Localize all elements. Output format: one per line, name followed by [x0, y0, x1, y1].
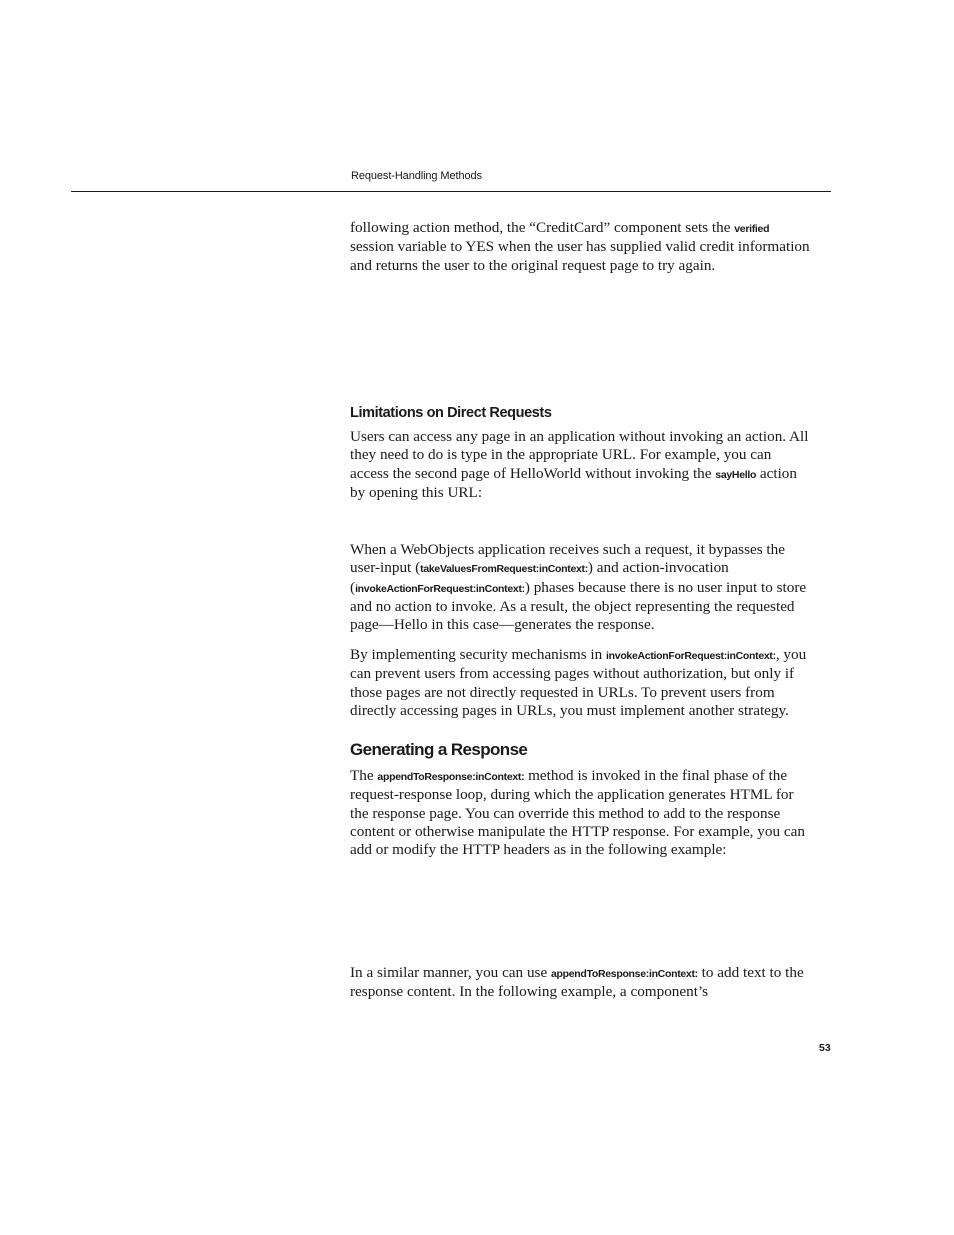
limitations-paragraph-2 — [350, 541, 812, 634]
code-invokeaction-2: invokeActionForRequest:inContext: — [606, 650, 776, 662]
header-rule — [71, 191, 831, 192]
limitations-paragraph-3 — [350, 646, 812, 720]
running-header: Request-Handling Methods — [351, 170, 482, 182]
intro-text-2: session variable to YES when the user has supplied valid credit information and returns the user to the original request page to try again. — [350, 238, 810, 274]
generating-paragraph-1 — [350, 767, 812, 859]
lim-p2-text-3: ) phases because there is no user input to store and no action to invoke. As a result, the object representing the requested page—Hello in this case—generates the response. — [350, 578, 807, 634]
code-sayhello: sayHello — [715, 468, 757, 481]
limitations-heading: Limitations on Direct Requests — [350, 405, 552, 421]
lim-p2-text-1: When a WebObjects application receives such a request, it bypasses the user-input ( — [350, 541, 785, 577]
lim-p1-text-1: Users can access any page in an application without invoking an action. All they need to do is type in the appropriate URL. For example, you can access the second page of HelloWorld without invoking the — [350, 428, 809, 482]
code-verified: verified — [734, 223, 770, 235]
gen-p2-text-2: to add text to the response content. In the following example, a component’s — [350, 964, 804, 1001]
lim-p1-text-2: action by opening this URL: — [350, 464, 797, 501]
code-takevalues: takeValuesFromRequest:inContext: — [420, 563, 588, 576]
intro-paragraph — [350, 219, 812, 275]
intro-text-1: following action method, the “CreditCard” component sets the — [350, 219, 735, 236]
code-invokeaction: invokeActionForRequest:inContext: — [355, 582, 525, 595]
gen-p1-text-2: method is invoked in the final phase of the request-response loop, during which the application generates HTML for the response page. You can override this method to add to the response content or otherwise manipulate the HTTP response. For example, you can add or modify the HTTP headers as in the following example: — [350, 767, 805, 859]
limitations-paragraph-1 — [350, 428, 812, 502]
lim-p3-text-2: , you can prevent users from accessing pages without authorization, but only if those pages are not directly requested in URLs. To prevent users from directly accessing pages in URLs, you must implement another strategy. — [350, 646, 807, 719]
code-appendtoresponse: appendToResponse:inContext: — [377, 771, 525, 783]
generating-heading: Generating a Response — [350, 740, 528, 759]
gen-p1-text-1: The — [350, 767, 378, 784]
gen-p2-text-1: In a similar manner, you can use — [350, 964, 551, 981]
code-appendtoresponse-2: appendToResponse:inContext: — [550, 968, 698, 980]
generating-paragraph-2 — [350, 964, 812, 1002]
page-number: 53 — [819, 1042, 831, 1054]
lim-p2-text-2: ) and action-invocation ( — [350, 559, 729, 596]
lim-p3-text-1: By implementing security mechanisms in — [350, 646, 607, 663]
